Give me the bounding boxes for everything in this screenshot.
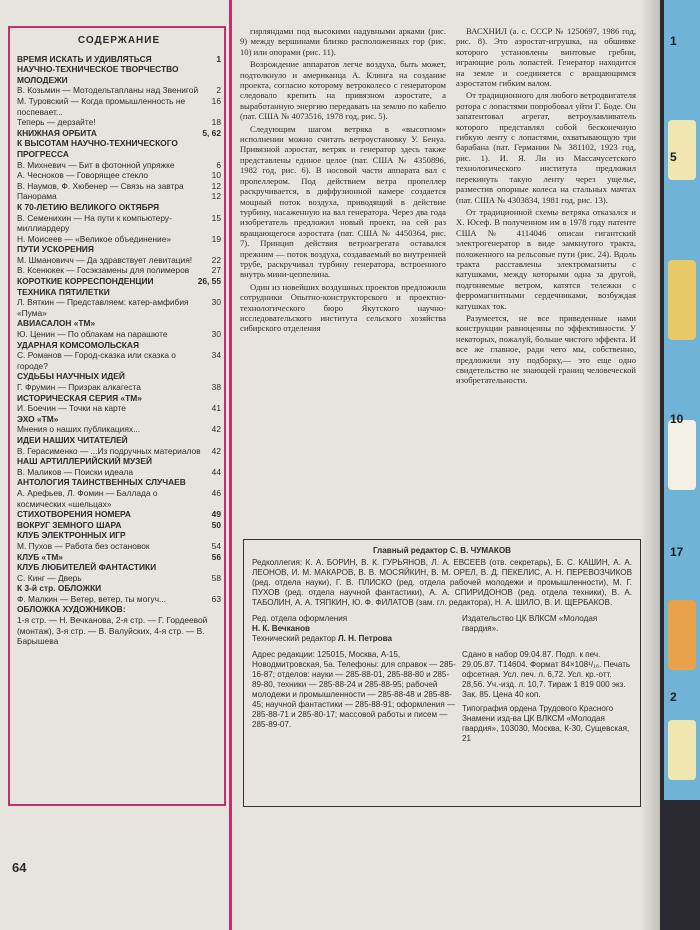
- toc-section-heading: [17, 340, 221, 351]
- toc-entry-title: 1-я стр. — Н. Вечканова, 2-я стр. — Г. Гордеевой (монтаж), 3-я стр. — В. Валуйских, 4-я стр. — В. Барышева: [17, 615, 208, 647]
- toc-entry-title: В. Михневич — Бит в фотонной упряжке: [17, 159, 175, 170]
- article-paragraph: От традиционного для любого ветродвигателя ротора с лопастями попробовал уйти Г. Боде. Он запатентовал агрегат, ветроулавливатель которого представлял собой бесконечную гибкую ленту с лопастями, охватывающую три барабана (пат. Германии № 381102, 1923 год, рис. 1). И. Я. Ли из Массачусетского технологического института предложил перекинуть такую ленту через ущелье, разместив опорные колеса на стальных мачтах (пат. США № 4303834, 1981 год, рис. 13).: [456, 90, 636, 205]
- toc-section-heading: [17, 287, 221, 298]
- toc-entry-page: 46: [211, 487, 221, 498]
- imprint-box: [243, 539, 641, 807]
- toc-entry-page: 34: [211, 350, 221, 361]
- toc-entry: [17, 85, 221, 96]
- toc-entry-title: С. Кинг — Дверь: [17, 572, 82, 583]
- illustration-block: [668, 260, 696, 340]
- illustration-block: [668, 600, 696, 670]
- toc-entry-page: 49: [211, 509, 221, 520]
- toc-entry-page: 26, 55: [197, 276, 221, 287]
- toc-entry-title: Ф. Малкин — Ветер, ветер, ты могуч...: [17, 593, 166, 604]
- toc-entry: [17, 255, 221, 266]
- toc-entry: [17, 329, 221, 340]
- toc-entry-title: В. Козьмин — Мотодельтапланы над Звенигой: [17, 85, 199, 96]
- article-paragraph: От традиционной схемы ветряка отказался и Х. Юсеф. В полученном им в 1978 году патенте США № 4114046 описан гигантский электрогенератор в виде замкнутого тракта, положенного на рельсовые пути (рис. 24). Вдоль тракта расставлены электромагниты с катушками, между которыми одна за другой, подгоняемые ветром, катятся тележки с ферромагнитными сердечниками, возбуждая катушках ток.: [456, 206, 636, 311]
- toc-entry-title: ВРЕМЯ ИСКАТЬ И УДИВЛЯТЬСЯ: [17, 53, 152, 64]
- toc-entry-page: 44: [211, 466, 221, 477]
- toc-entry-title: Теперь — дерзайте!: [17, 117, 96, 128]
- toc-entry-page: 56: [211, 551, 221, 562]
- toc-entry-title: ЭХО «ТМ»: [17, 413, 59, 424]
- publisher: Издательство ЦК ВЛКСМ «Молодая гвардия».: [462, 614, 598, 633]
- toc-entry-title: СТИХОТВОРЕНИЯ НОМЕРА: [17, 509, 131, 520]
- editorial-board: Редколлегия: К. А. БОРИН, В. К. ГУРЬЯНОВ, Л. А. ЕВСЕЕВ (отв. секретарь), Б. С. КАШИН, А. А. ЛЕОНОВ, И. М. МАКАРОВ, В. В. МОСЯЙКИН, В. М. ОРЕЛ, В. Д. ПЕКЕЛИС, А. Н. ПЕРЕВОЗЧИКОВ (ред. отдела науки), Г. В. ПЛИСКО (ред. отдела рабочей молодежи и промышленности), М. Г. ПУХОВ (ред. отдела научной фантастики), А. А. СПИРИДОНОВ (ред. отдела техники), В. А. ТАБОЛИН, А. А. ТЯПКИН, Ю. Ф. ФИЛАТОВ (зам. гл. редактора), Н. А. ШИЛО, В. И. ЩЕРБАКОВ.: [252, 558, 632, 607]
- toc-entry: [17, 424, 221, 435]
- toc-section-heading: [17, 138, 221, 159]
- toc-entry-page: 41: [211, 403, 221, 414]
- toc-entry: [17, 117, 221, 128]
- toc-entry-title: ТЕХНИКА ПЯТИЛЕТКИ: [17, 286, 110, 297]
- toc-entry: [17, 382, 221, 393]
- toc-entry-title: НАУЧНО-ТЕХНИЧЕСКОЕ ТВОРЧЕСТВО МОЛОДЕЖИ: [17, 64, 179, 85]
- next-page-edge: [660, 0, 700, 930]
- toc-title: СОДЕРЖАНИЕ: [77, 35, 161, 46]
- article-paragraph: Разумеется, не все приведенные нами конструкции равноценны по эффективности. У некоторых, пожалуй, больше чистого эффекта. И все же главное, ради чего мы, собственно, предложили эту подборку,— это еще одно свидетельство не знающей границ человеческой изобретательности.: [456, 312, 636, 386]
- toc-entry-title: М. Туровский — Когда промышленность не поспевает...: [17, 95, 186, 117]
- imprint-row: [252, 614, 632, 644]
- toc-entry-title: СУДЬБЫ НАУЧНЫХ ИДЕЙ: [17, 371, 125, 382]
- toc-entry-page: 10: [211, 170, 221, 181]
- toc-entry-page: 63: [211, 593, 221, 604]
- toc-entry-title: АНТОЛОГИЯ ТАИНСТВЕННЫХ СЛУЧАЕВ: [17, 477, 186, 488]
- toc-entry: [17, 403, 221, 414]
- article-paragraph: Следующим шагом ветряка в «высотном» исполнении можно считать ветроустановку У. Бенуа. Привязной аэростат, ветряк и генератор здесь также представлены единое целое (пат. США № 4350896, 1982 год, рис. 6). В носовой части аппарата вал с пропеллером. Под действием ветра пропеллер раскручивается, в диффузионной камере создается мощный поток воздуха, приводящий в действие турбину, насаженную на вал генератора. Через два года изобретатель предложил новый проект, на сей раз вращающегося аэростата (пат. США № 4450364, рис. 7). Принцип действия ветроагрегата оставался прежним — поток воздуха, создаваемый во внутренней трубе, раскручивал турбину генератора, встроенного внутрь мини-цеппелина.: [240, 123, 446, 280]
- toc-section-heading: [17, 393, 221, 404]
- toc-entry-title: С. Романов — Город-сказка или сказка о городе?: [17, 350, 176, 371]
- article-paragraph: Возрождение аппаратов легче воздуха, быть может, подтолкнуло и американца А. Клинга на создание проекта, согласно которому ветроколесо с генератором следовало крепить на привязном аэростате, а выработанную энергию передавать на землю по кабелю (пат. США № 4073516, 1978 год, рис. 5).: [240, 59, 446, 122]
- toc-entry-title: В. Ксенюкек — Госэкзамены для полимеров: [17, 265, 190, 276]
- toc-entry-page: 2: [216, 85, 221, 96]
- toc-entry-title: ПУТИ УСКОРЕНИЯ: [17, 244, 94, 255]
- toc-entry-title: Л. Вяткин — Представляем: катер-амфибия «Пума»: [17, 297, 189, 318]
- toc-entry: [17, 488, 221, 509]
- toc-section-heading: [17, 456, 221, 467]
- toc-entry: [17, 594, 221, 605]
- toc-entry-title: АВИАСАЛОН «ТМ»: [17, 318, 96, 329]
- toc-entry-title: ВОКРУГ ЗЕМНОГО ШАРА: [17, 519, 122, 530]
- toc-section-heading: [17, 244, 221, 255]
- toc-entry-page: 42: [211, 445, 221, 456]
- design-editor-name: Н. К. Вечканов: [252, 624, 310, 633]
- page-curl-shadow: [640, 0, 660, 930]
- design-editor-label: Ред. отдела оформления: [252, 614, 348, 623]
- tech-editor-label: Технический редактор: [252, 634, 336, 643]
- toc-entry-title: КНИЖНАЯ ОРБИТА: [17, 127, 97, 138]
- toc-entry-title: КЛУБ ЛЮБИТЕЛЕЙ ФАНТАСТИКИ: [17, 562, 157, 573]
- toc-entry-title: ОБЛОЖКА ХУДОЖНИКОВ:: [17, 604, 126, 615]
- toc-entry-page: 18: [211, 117, 221, 128]
- chief-editor: Главный редактор С. В. ЧУМАКОВ: [372, 546, 512, 555]
- toc-entry: [17, 615, 221, 647]
- article-column-right: [456, 26, 636, 526]
- toc-entry-page: 42: [211, 424, 221, 435]
- toc-entry-title: В. Маликов — Поиски идеала: [17, 466, 134, 477]
- article-paragraph: гирляндами под высокими надувными арками (рис. 9) между вершинами близко расположенных гор (рис. 10) или опорами (рис. 11).: [240, 26, 446, 57]
- toc-entry-page: 12: [211, 191, 221, 202]
- toc-entry-title: М. Шмановичч — Да здравствует левитация!: [17, 254, 193, 265]
- toc-section-heading: [17, 276, 221, 287]
- toc-section-heading: [17, 552, 221, 563]
- toc-section-heading: [17, 520, 221, 531]
- toc-entry-title: В. Наумов, Ф. Хюбенер — Связь на завтра: [17, 180, 184, 191]
- figure-number: 5: [670, 150, 677, 164]
- toc-entry-title: КЛУБ ЭЛЕКТРОННЫХ ИГР: [17, 530, 126, 541]
- toc-entry-title: В. Герасименко — ...Из подручных материалов: [17, 445, 201, 456]
- toc-section-heading: [17, 477, 221, 488]
- article-paragraph: Один из новейших воздушных проектов предложили сотрудники Опытно-конструкторского и проектно-технологического бюро Якутского научно-исследовательского института сельского хозяйства сибирского отделения: [240, 281, 446, 334]
- toc-entry-page: 58: [211, 572, 221, 583]
- toc-entry-title: И. Боечин — Точки на карте: [17, 403, 126, 414]
- toc-entry: [17, 446, 221, 457]
- toc-entry-title: ИСТОРИЧЕСКАЯ СЕРИЯ «ТМ»: [17, 392, 142, 403]
- tech-editor-name: Л. Н. Петрова: [338, 634, 392, 643]
- figure-number: 17: [670, 545, 684, 559]
- column-divider: [229, 0, 232, 930]
- toc-section-heading: [17, 371, 221, 382]
- toc-section-heading: [17, 318, 221, 329]
- toc-entry-title: А. Арефьев, Л. Фомин — Баллада о космических «шельцах»: [17, 487, 158, 509]
- page-number: 64: [12, 860, 27, 875]
- toc-entry: [17, 191, 221, 202]
- print-info: Сдано в набор 09.04.87. Подп. к печ. 29.05.87. Т14604. Формат 84×108¹/₁₆. Печать офсетная. Усл. печ. л. 6,72. Усл. кр.-отт. 28,56. Уч.-изд. л. 10,7. Тираж 1 819 000 экз. Зак. 85. Цена 40 коп.: [462, 650, 631, 699]
- toc-entry-title: КОРОТКИЕ КОРРЕСПОНДЕНЦИИ: [17, 276, 154, 287]
- toc-section-heading: [17, 54, 221, 65]
- toc-entry-page: 30: [211, 297, 221, 308]
- toc-section-heading: [17, 128, 221, 139]
- toc-section-heading: [17, 64, 221, 85]
- toc-entry-title: Ю. Ценин — По облакам на парашюте: [17, 329, 168, 340]
- toc-section-heading: [17, 435, 221, 446]
- toc-section-heading: [17, 604, 221, 615]
- toc-section-heading: [17, 530, 221, 541]
- toc-entry-page: 5, 62: [202, 127, 221, 138]
- toc-entry-title: К ВЫСОТАМ НАУЧНО-ТЕХНИЧЕСКОГО ПРОГРЕССА: [17, 138, 178, 159]
- illustration-block: [668, 720, 696, 780]
- toc-section-heading: [17, 509, 221, 520]
- toc-entry-page: 1: [216, 53, 221, 64]
- toc-entry-title: УДАРНАЯ КОМСОМОЛЬСКАЯ: [17, 339, 139, 350]
- toc-entry-title: Мнения о наших публикациях...: [17, 424, 141, 435]
- toc-entry: [17, 96, 221, 117]
- toc-entry: [17, 350, 221, 371]
- toc-section-heading: [17, 583, 221, 594]
- toc-entry-title: НАШ АРТИЛЛЕРИЙСКИЙ МУЗЕЙ: [17, 456, 153, 467]
- toc-entry-page: 16: [211, 95, 221, 106]
- toc-entry: [17, 467, 221, 478]
- figure-number: 1: [670, 34, 677, 48]
- toc-entry-page: 12: [211, 180, 221, 191]
- figure-number: 2: [670, 690, 677, 704]
- toc-section-heading: [17, 562, 221, 573]
- toc-entry-title: КЛУБ «ТМ»: [17, 551, 63, 562]
- toc-entry-page: 54: [211, 540, 221, 551]
- imprint-row: [252, 650, 632, 744]
- toc-entry-title: В. Семенихин — На пути к компьютеру-миллиардеру: [17, 212, 172, 234]
- toc-entry-page: 30: [211, 329, 221, 340]
- toc-entry: [17, 170, 221, 181]
- toc-entry: [17, 234, 221, 245]
- toc-entry-page: 6: [216, 159, 221, 170]
- toc-entry-title: К 3-й стр. ОБЛОЖКИ: [17, 583, 102, 594]
- figure-number: 10: [670, 412, 684, 426]
- toc-entry: [17, 573, 221, 584]
- toc-entry-page: 15: [211, 212, 221, 223]
- printer-info: Типография ордена Трудового Красного Знамени изд-ва ЦК ВЛКСМ «Молодая гвардия», 103030, Москва, К-30, Сущевская, 21: [462, 704, 630, 743]
- toc-entry-page: 19: [211, 233, 221, 244]
- toc-entry-title: М. Пухов — Работа без остановок: [17, 540, 150, 551]
- toc-entry-page: 22: [211, 254, 221, 265]
- article-paragraph: ВАСХНИЛ (а. с. СССР № 1250697, 1986 год, рис. 8). Это аэростат-игрушка, на обшивке которого установлены винтовые гребни, играющие роль лопастей. Генератор находится на земле и соединяется с вращающимся аэростатом гибким валом.: [456, 26, 636, 89]
- toc-entry: [17, 181, 221, 192]
- toc-entry-title: Г. Фрумин — Призрак алкагеста: [17, 382, 141, 392]
- editorial-address: Адрес редакции: 125015, Москва, А-15, Новодмитровская, 5а. Телефоны: для справок — 285-16-87; отделов: науки — 285-88-01, 285-88-80 и 285-89-80, техники — 285-88-24 и 285-88-95; рабочей молодежи и промышленности — 285-88-48 и 285-88-45; научной фантастики — 285-88-91; оформления — 285-88-71 и 285-80-17; массовой работы и писем — 285-89-07.: [252, 650, 456, 729]
- toc-entry: [17, 160, 221, 171]
- toc-entry: [17, 297, 221, 318]
- toc-section-heading: [17, 414, 221, 425]
- toc-entry-page: 38: [211, 382, 221, 392]
- toc-entry: [17, 213, 221, 234]
- toc-entry: [17, 265, 221, 276]
- illustration-block: [668, 420, 696, 490]
- toc-entry: [17, 541, 221, 552]
- toc-entry-title: А. Чесноков — Говорящее стекло: [17, 170, 149, 181]
- toc-entry-title: К 70-ЛЕТИЮ ВЕЛИКОГО ОКТЯБРЯ: [17, 201, 160, 212]
- toc-entry-page: 50: [211, 519, 221, 530]
- toc-entry-page: 27: [211, 265, 221, 276]
- article-column-left: [240, 26, 446, 526]
- toc-list: [17, 54, 221, 647]
- table-of-contents: [17, 36, 221, 647]
- toc-entry-title: ИДЕИ НАШИХ ЧИТАТЕЛЕЙ: [17, 434, 128, 445]
- toc-section-heading: [17, 202, 221, 213]
- toc-entry-title: Н. Моисеев — «Великое объединение»: [17, 233, 172, 244]
- toc-entry-title: Панорама: [17, 191, 57, 202]
